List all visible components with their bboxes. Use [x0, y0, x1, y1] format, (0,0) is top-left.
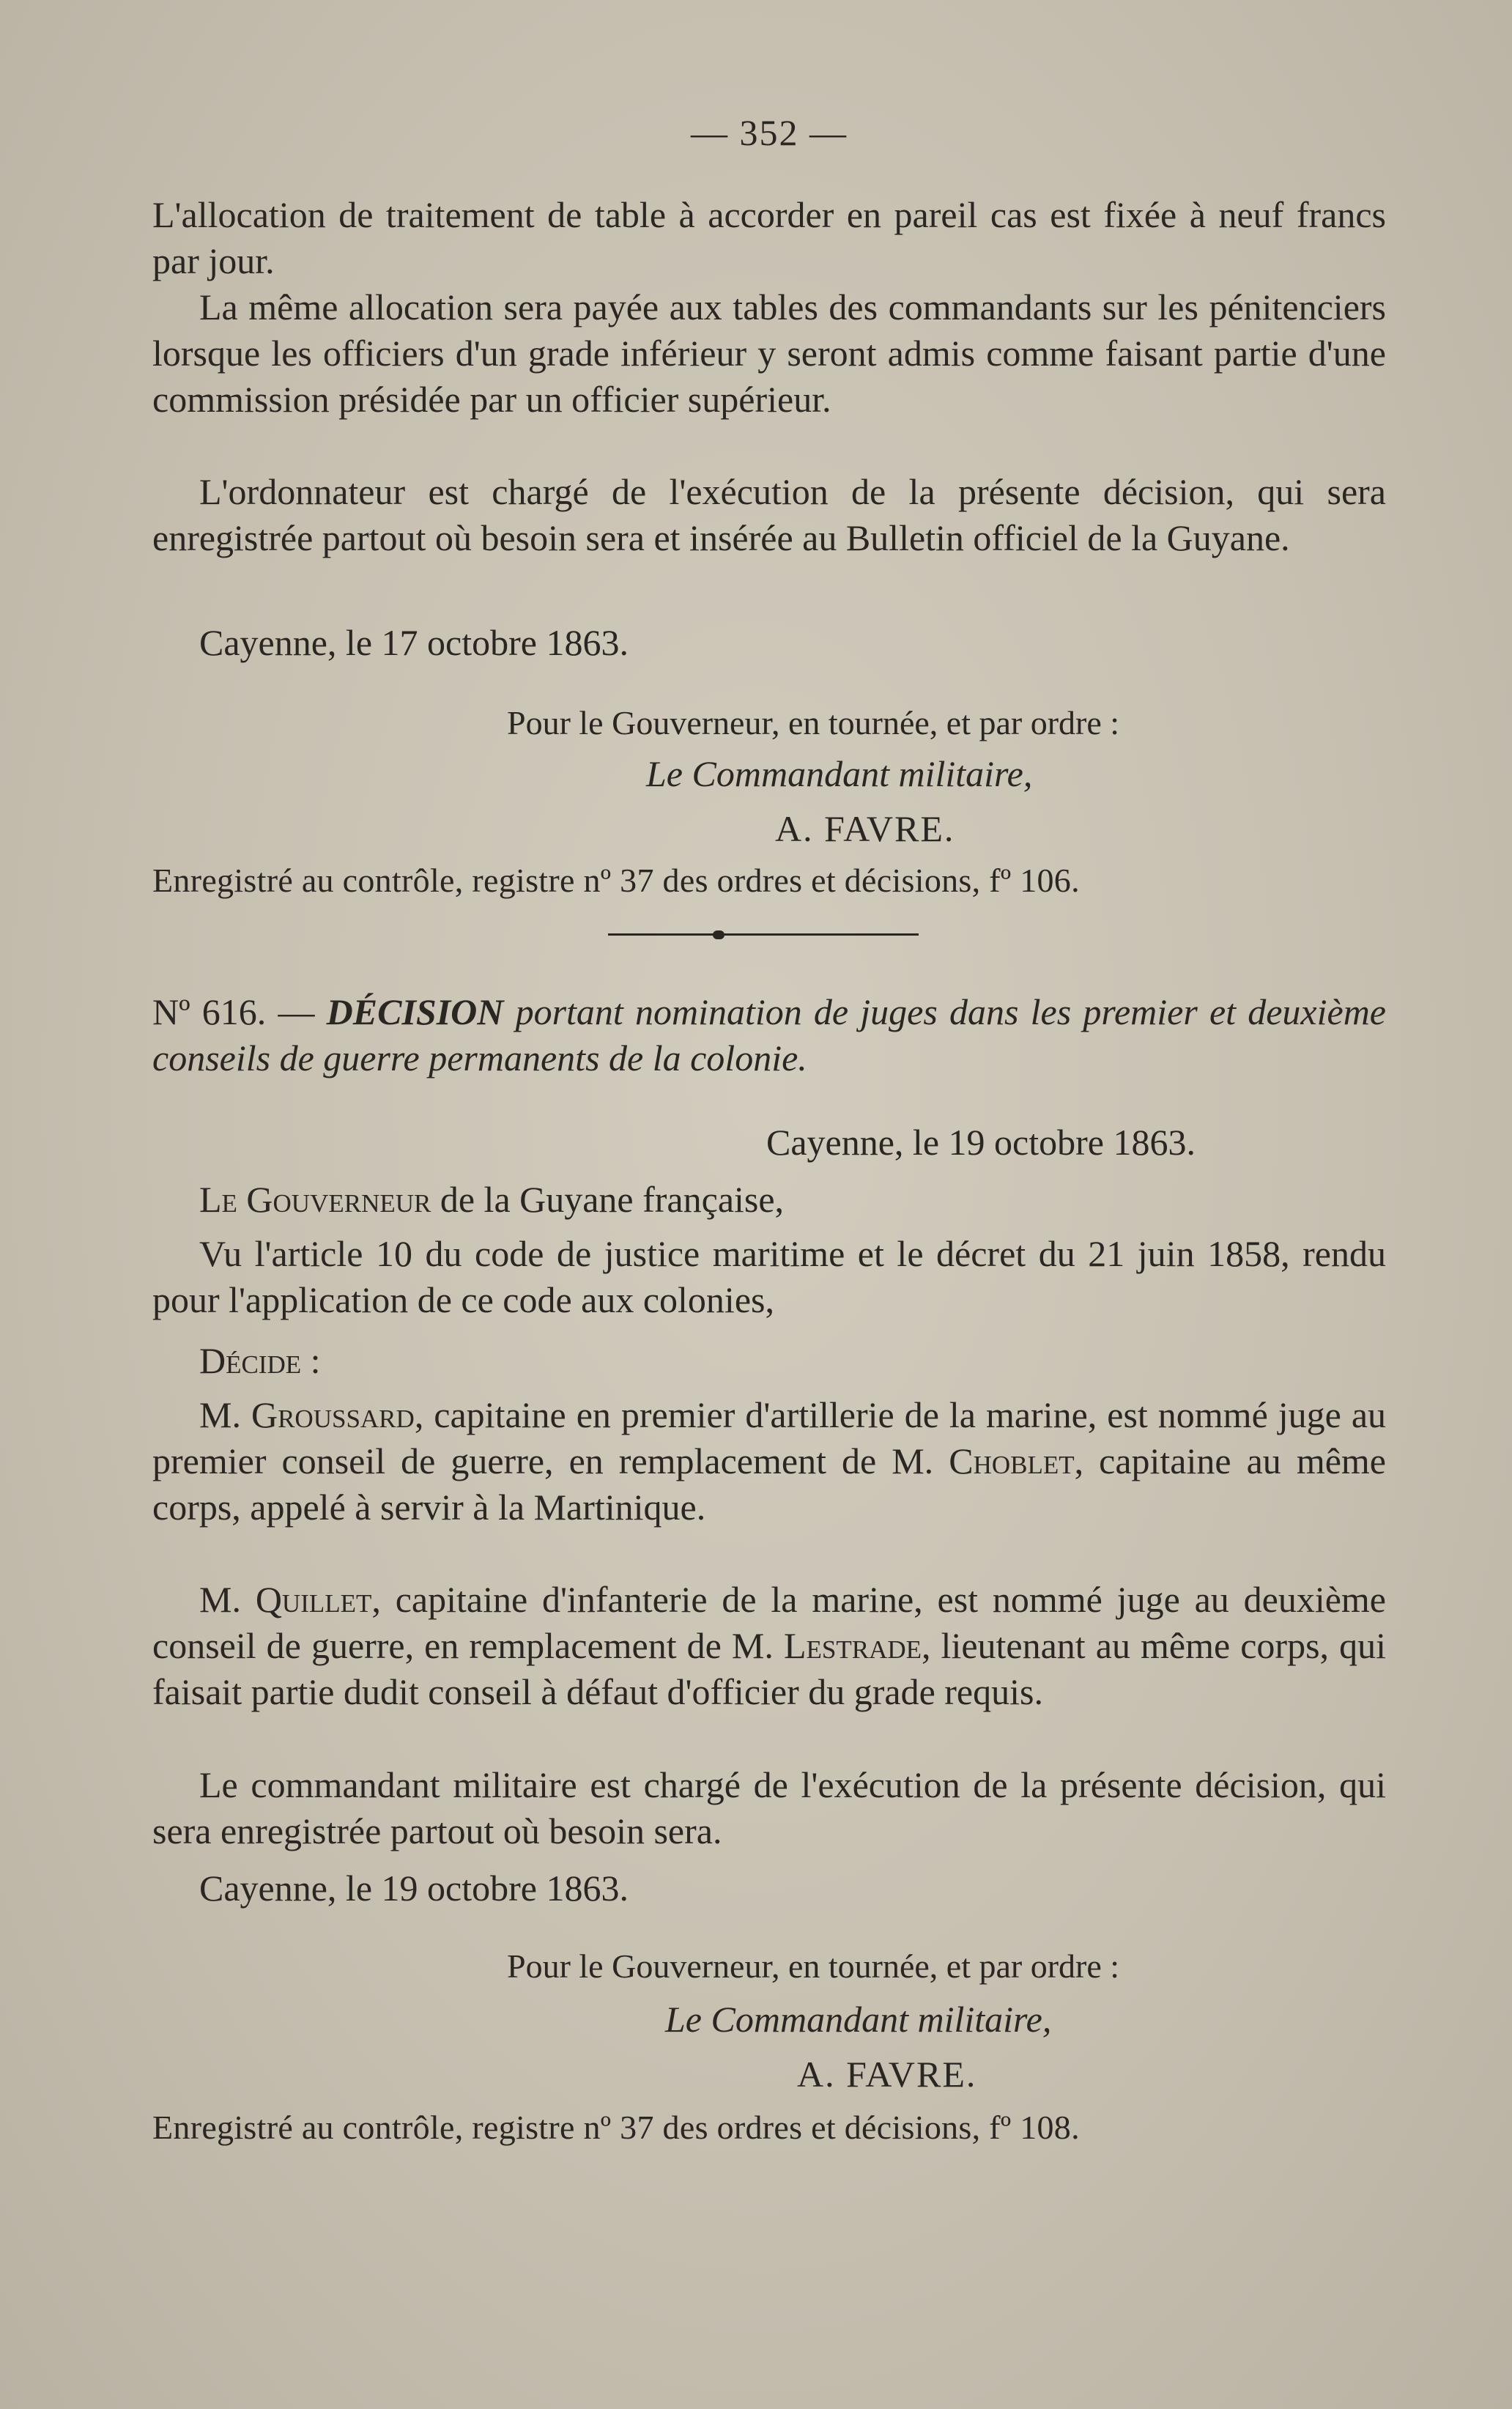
- registration-1: Enregistré au contrôle, registre nº 37 des ordres et décisions, fº 106.: [152, 862, 1080, 899]
- signature-order-2: Pour le Gouverneur, en tournée, et par ordre :: [507, 1947, 1120, 1985]
- date-line-1: Cayenne, le 17 octobre 1863.: [199, 622, 629, 663]
- article-1-name: Groussard: [251, 1394, 415, 1435]
- signature-order-1: Pour le Gouverneur, en tournée, et par ordre :: [507, 704, 1120, 741]
- allocation-text: L'allocation de traitement de table à accorder en pareil cas est fixée à neuf francs par jour.: [152, 194, 1386, 281]
- preamble-text: de la Guyane française,: [440, 1179, 785, 1220]
- article-2-m: M.: [199, 1579, 241, 1620]
- allocation-paragraph: [152, 192, 1386, 284]
- article-2-name: Quillet: [255, 1579, 372, 1620]
- signature-title-2: Le Commandant militaire,: [665, 1999, 1052, 2040]
- execution-paragraph: Le commandant militaire est chargé de l'exécution de la présente décision, qui sera enregistrée partout où besoin sera.: [152, 1764, 1386, 1851]
- decision-title: portant nomination de juges dans les premier et deuxième conseils de guerre permanents de la colonie.: [152, 991, 1386, 1078]
- decision-number: Nº 616.: [152, 991, 267, 1032]
- section-divider: [608, 933, 919, 936]
- article-1-name2: Choblet: [949, 1440, 1075, 1481]
- article-1-text-b: , capitaine au même corps, appelé à servir à la Martinique.: [152, 1440, 1386, 1528]
- vu-paragraph: Vu l'article 10 du code de justice maritime et le décret du 21 juin 1858, rendu pour l'application de ce code aux colonies,: [152, 1233, 1386, 1320]
- registration-2: Enregistré au contrôle, registre nº 37 des ordres et décisions, fº 108.: [152, 2109, 1080, 2146]
- article-1-text-a: , capitaine en premier d'artillerie de la marine, est nommé juge au premier conseil de guerre, en remplacement de M.: [152, 1394, 1387, 1481]
- article-1-m: M.: [199, 1394, 241, 1435]
- page-number: — 352 —: [691, 112, 848, 153]
- decision-keyword: DÉCISION: [326, 991, 504, 1032]
- signature-title-1: Le Commandant militaire,: [646, 753, 1033, 794]
- article-1: [152, 1392, 1386, 1531]
- decision-dash: —: [278, 991, 315, 1032]
- ordonnateur-paragraph: L'ordonnateur est chargé de l'exécution de la présente décision, qui sera enregistrée partout où besoin sera et insérée au Bulletin officiel de la Guyane.: [152, 471, 1386, 558]
- article-2-name2: Lestrade: [783, 1625, 922, 1666]
- signature-name-1: A. FAVRE.: [775, 808, 955, 849]
- decision-dateline: Cayenne, le 19 octobre 1863.: [766, 1122, 1196, 1163]
- article-2-text-b: , lieutenant au même corps, qui faisait partie dudit conseil à défaut d'officier du grade requis.: [152, 1625, 1386, 1712]
- decide-heading: Décide :: [199, 1340, 321, 1381]
- divider-ornament: [713, 930, 724, 939]
- preamble-governor: Le Gouverneur: [199, 1179, 431, 1220]
- date-line-2: Cayenne, le 19 octobre 1863.: [199, 1868, 629, 1909]
- decision-heading: [152, 989, 1386, 1081]
- preamble: [152, 1177, 1386, 1223]
- signature-name-2: A. FAVRE.: [797, 2054, 977, 2095]
- article-2: [152, 1577, 1386, 1715]
- same-allocation-paragraph: La même allocation sera payée aux tables des commandants sur les pénitenciers lorsque les officiers d'un grade inférieur y seront admis comme faisant partie d'une commission présidée par un officier supérieur.: [152, 286, 1386, 420]
- article-2-text-a: , capitaine d'infanterie de la marine, est nommé juge au deuxième conseil de guerre, en remplacement de M.: [152, 1579, 1386, 1666]
